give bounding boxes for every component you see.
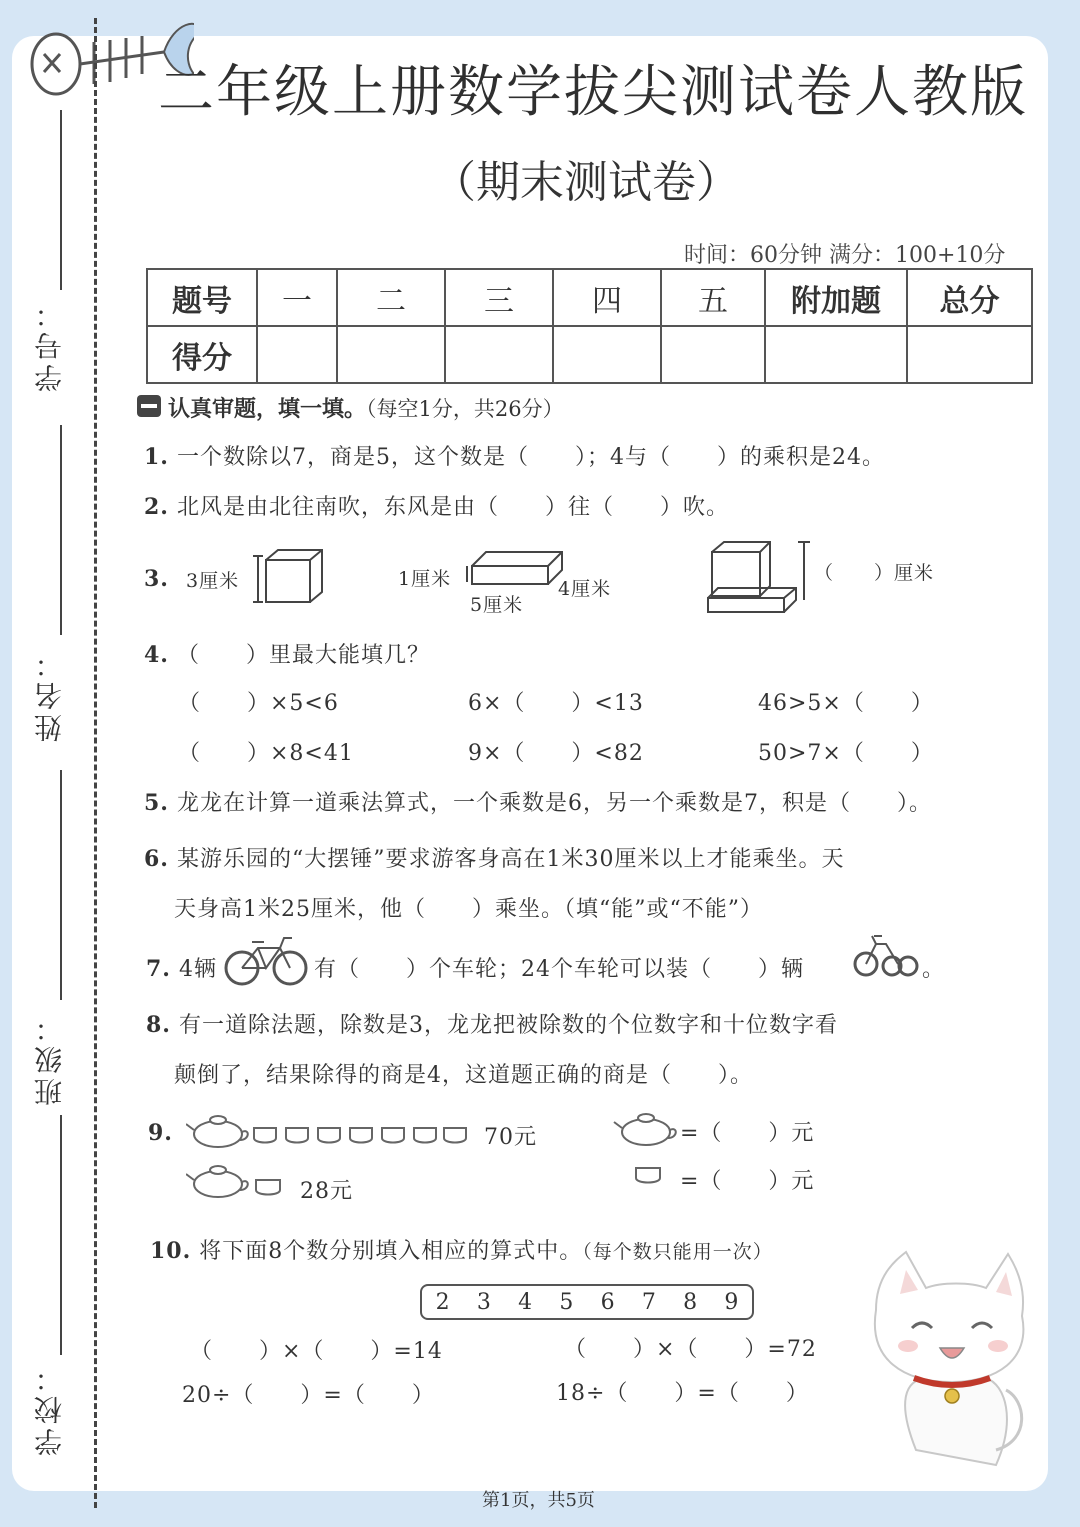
page-title: 二年级上册数学拔尖测试卷人教版 [158, 60, 1028, 125]
number-item: 7 [641, 1289, 656, 1315]
label-name: 姓名： [33, 646, 66, 742]
q4-item: 46>5×（ ） [758, 691, 934, 716]
cuboid-height-label: 1厘米 [398, 568, 452, 590]
stacked-figure [704, 538, 814, 616]
score-header-cell: 题号 [147, 269, 257, 326]
question-text: 有一道除法题，除数是3，龙龙把被除数的个位数字和十位数字看 [178, 1013, 838, 1038]
number-item: 8 [683, 1289, 698, 1315]
exam-meta: 时间：60分钟 满分：100+10分 [684, 243, 1006, 268]
question-number: 4. [144, 642, 169, 668]
label-class: 班级： [33, 1010, 66, 1106]
score-cell[interactable] [661, 326, 765, 383]
question-number: 10. [150, 1238, 192, 1264]
question-8-cont: 颠倒了，结果除得的商是4，这道题正确的商是（ ）。 [174, 1063, 753, 1088]
question-number: 5. [144, 790, 169, 816]
question-3 [144, 566, 169, 592]
section-title: 认真审题，填一填。 [168, 396, 367, 422]
section-number-icon [136, 394, 162, 418]
score-header-cell: 总分 [907, 269, 1032, 326]
teapot-icon [612, 1106, 680, 1148]
section-note: （每空1分，共26分） [366, 397, 564, 421]
score-header-cell: 一 [257, 269, 337, 326]
q4-item: 50>7×（ ） [758, 741, 934, 766]
margin-line [60, 770, 62, 1000]
bicycle-icon [222, 932, 310, 988]
score-table-header-row [147, 269, 1032, 326]
stacked-answer-label: （ ）厘米 [814, 562, 935, 584]
margin-line [60, 1115, 62, 1355]
cuboid-figure [462, 548, 566, 590]
binding-dashed-line [94, 18, 97, 1508]
question-10 [150, 1234, 773, 1265]
score-cell[interactable] [445, 326, 553, 383]
question-9 [148, 1120, 173, 1146]
number-item: 6 [600, 1289, 615, 1315]
question-1 [144, 440, 885, 471]
score-cell[interactable] [907, 326, 1032, 383]
score-header-cell: 附加题 [765, 269, 907, 326]
number-item: 9 [724, 1289, 739, 1315]
cube-label: 3厘米 [186, 570, 240, 592]
equation-2: （ ）×（ ）=72 [564, 1337, 817, 1362]
question-note: （每个数只能用一次） [582, 1241, 773, 1263]
question-6 [144, 842, 844, 873]
question-7-end: 。 [922, 957, 946, 982]
question-text-pre: 4辆 [178, 957, 217, 982]
question-8 [146, 1008, 838, 1039]
question-number: 8. [146, 1012, 171, 1038]
cuboid-length-label: 5厘米 [470, 594, 524, 616]
question-number: 7. [146, 956, 171, 982]
cup-answer: =（ ）元 [680, 1169, 815, 1194]
score-cell[interactable] [257, 326, 337, 383]
score-header-cell: 二 [337, 269, 445, 326]
question-7-mid: 有（ ）个车轮；24个车轮可以装（ ）辆 [314, 957, 804, 982]
score-table [146, 268, 1033, 384]
teapot-answer: =（ ）元 [680, 1121, 815, 1146]
score-cell[interactable] [553, 326, 661, 383]
question-text: 某游乐园的“大摆锤”要求游客身高在1米30厘米以上才能乘坐。天 [176, 847, 845, 872]
cuboid-width-label: 4厘米 [558, 578, 612, 600]
question-text: （ ）里最大能填几？ [176, 643, 430, 668]
label-school: 学校： [33, 1360, 66, 1456]
score-cell[interactable] [765, 326, 907, 383]
score-cell[interactable] [337, 326, 445, 383]
score-table-score-row [147, 326, 1032, 383]
cup-icons [254, 1128, 466, 1143]
teapot-icon [186, 1116, 248, 1147]
question-5 [144, 786, 932, 817]
teapot-and-cup-row [186, 1160, 290, 1202]
number-box [420, 1284, 754, 1320]
question-text: 一个数除以7，商是5，这个数是（ ）；4与（ ）的乘积是24。 [176, 445, 885, 470]
margin-line [60, 425, 62, 635]
q4-item: （ ）×5<6 [178, 691, 339, 716]
number-item: 4 [518, 1289, 533, 1315]
cube-figure [252, 546, 328, 608]
equation-3: 20÷（ ）=（ ） [182, 1383, 435, 1408]
score-header-cell: 三 [445, 269, 553, 326]
question-2 [144, 490, 729, 521]
equation-1: （ ）×（ ）=14 [190, 1339, 443, 1364]
score-row-label: 得分 [147, 326, 257, 383]
number-item: 3 [476, 1289, 491, 1315]
cat-illustration [856, 1250, 1036, 1485]
cup-icon [632, 1162, 668, 1190]
q4-item: 6×（ ）<13 [468, 691, 644, 716]
number-item: 5 [559, 1289, 574, 1315]
score-header-cell: 四 [553, 269, 661, 326]
price-70: 70元 [484, 1125, 537, 1150]
margin-line [60, 110, 62, 290]
equation-4: 18÷（ ）=（ ） [556, 1381, 809, 1406]
question-6-cont: 天身高1米25厘米，他（ ）乘坐。（填“能”或“不能”） [174, 897, 763, 922]
page-footer: 第1页，共5页 [482, 1490, 595, 1511]
score-header-cell: 五 [661, 269, 765, 326]
question-number: 1. [144, 444, 169, 470]
number-item: 2 [435, 1289, 450, 1315]
question-7 [146, 952, 217, 983]
page-subtitle: （期末测试卷） [432, 157, 740, 208]
price-28: 28元 [300, 1179, 353, 1204]
tricycle-icon [852, 930, 920, 980]
label-student-id: 学号： [33, 296, 66, 392]
question-text: 将下面8个数分别填入相应的算式中。 [199, 1239, 583, 1264]
section-heading [168, 392, 564, 423]
q4-item: 9×（ ）<82 [468, 741, 644, 766]
question-number: 2. [144, 494, 169, 520]
q4-item: （ ）×8<41 [178, 741, 354, 766]
question-number: 3. [144, 566, 169, 592]
question-text: 北风是由北往南吹，东风是由（ ）往（ ）吹。 [176, 495, 729, 520]
question-text: 龙龙在计算一道乘法算式，一个乘数是6，另一个乘数是7，积是（ ）。 [176, 791, 932, 816]
question-number: 9. [148, 1120, 173, 1146]
teapot-and-cups-row [186, 1108, 476, 1150]
question-number: 6. [144, 846, 169, 872]
question-4 [144, 638, 430, 669]
